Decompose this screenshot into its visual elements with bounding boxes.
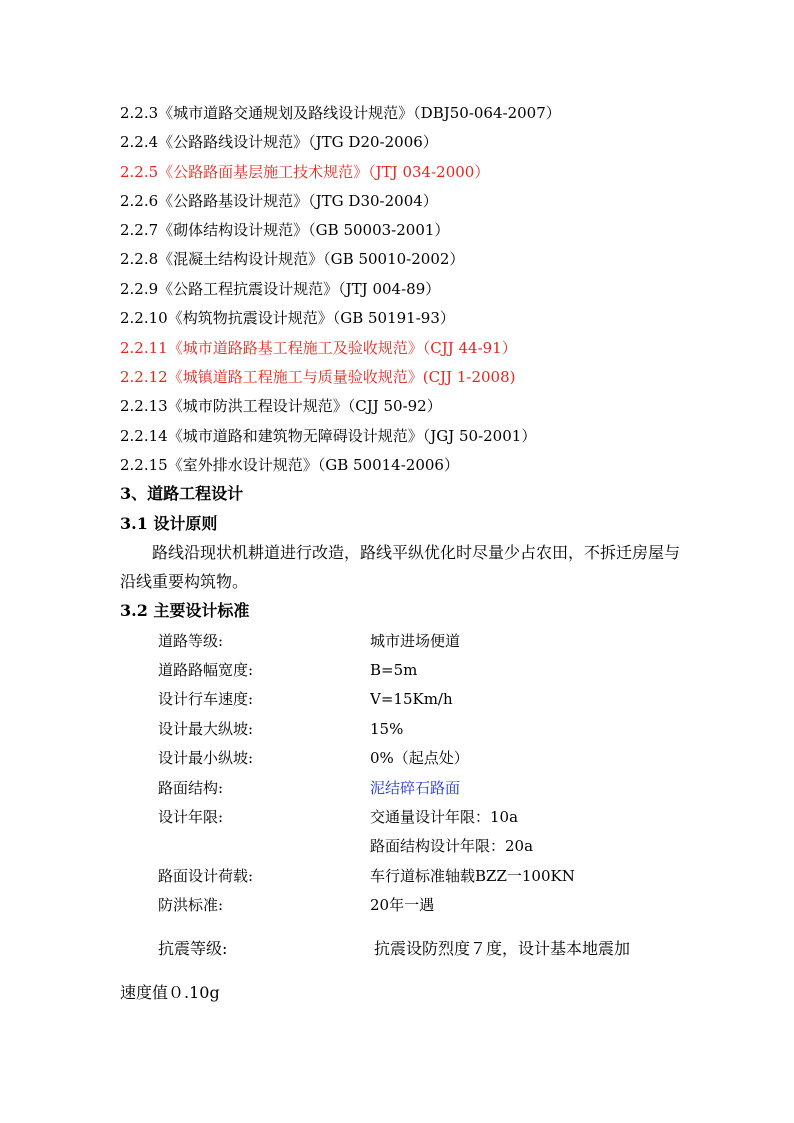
standard-value: 路面结构设计年限：20a [370,837,534,855]
standard-value-highlighted: 泥结碎石路面 [370,779,461,797]
reference-item: 2.2.7《砌体结构设计规范》（GB 50003-2001） [120,221,450,239]
reference-item: 2.2.6《公路路基设计规范》（JTG D30-2004） [120,192,438,210]
reference-item: 2.2.15《室外排水设计规范》（GB 50014-2006） [120,456,459,474]
reference-item-highlighted: 2.2.12《城镇道路工程施工与质量验收规范》(CJJ 1-2008) [120,368,516,386]
standard-label: 道路路幅宽度: [158,661,254,679]
standard-label: 设计最大纵坡: [158,720,254,738]
reference-item: 2.2.10《构筑物抗震设计规范》（GB 50191-93） [120,309,455,327]
reference-item: 2.2.13《城市防洪工程设计规范》（CJJ 50-92） [120,397,442,415]
reference-item: 2.2.4《公路路线设计规范》（JTG D20-2006） [120,133,438,151]
reference-item: 2.2.9《公路工程抗震设计规范》（JTJ 004-89） [120,280,441,298]
standard-value: 车行道标准轴载BZZ一100KN [370,867,575,885]
standard-label: 设计年限: [158,808,224,826]
standard-label: 路面设计荷载: [158,867,254,885]
standard-value-continuation: 速度值０.10g [120,983,220,1002]
standard-label: 道路等级: [158,632,224,650]
subsection-heading: 3.1 设计原则 [120,514,218,533]
subsection-heading: 3.2 主要设计标准 [120,601,250,620]
section-heading: 3、道路工程设计 [120,484,244,503]
reference-item: 2.2.3《城市道路交通规划及路线设计规范》（DBJ50-064-2007） [120,104,561,122]
standard-value: 交通量设计年限：10a [370,808,519,826]
reference-item: 2.2.8《混凝土结构设计规范》（GB 50010-2002） [120,250,465,268]
standard-label: 路面结构: [158,779,224,797]
standard-value: 城市进场便道 [370,632,461,650]
standard-label: 防洪标准: [158,896,224,914]
reference-item-highlighted: 2.2.11《城市道路路基工程施工及验收规范》（CJJ 44-91） [120,339,517,357]
standard-value: B=5m [370,661,418,679]
standard-label: 设计行车速度: [158,690,254,708]
reference-item-highlighted: 2.2.5《公路路面基层施工技术规范》（JTJ 034-2000） [120,163,490,181]
standard-value: V=15Km/h [370,690,453,708]
design-principle-paragraph: 路线沿现状机耕道进行改造，路线平纵优化时尽量少占农田，不拆迁房屋与沿线重要构筑物。 [120,543,681,591]
standard-value: 15% [370,720,404,738]
standard-value: 20年一遇 [370,896,435,914]
standard-value: 0%（起点处） [370,749,469,767]
standard-label: 设计最小纵坡: [158,749,254,767]
reference-item: 2.2.14《城市道路和建筑物无障碍设计规范》（JGJ 50-2001） [120,427,537,445]
standard-label: 抗震等级: [158,939,228,958]
standard-value: 抗震设防烈度７度，设计基本地震加 [374,939,631,958]
